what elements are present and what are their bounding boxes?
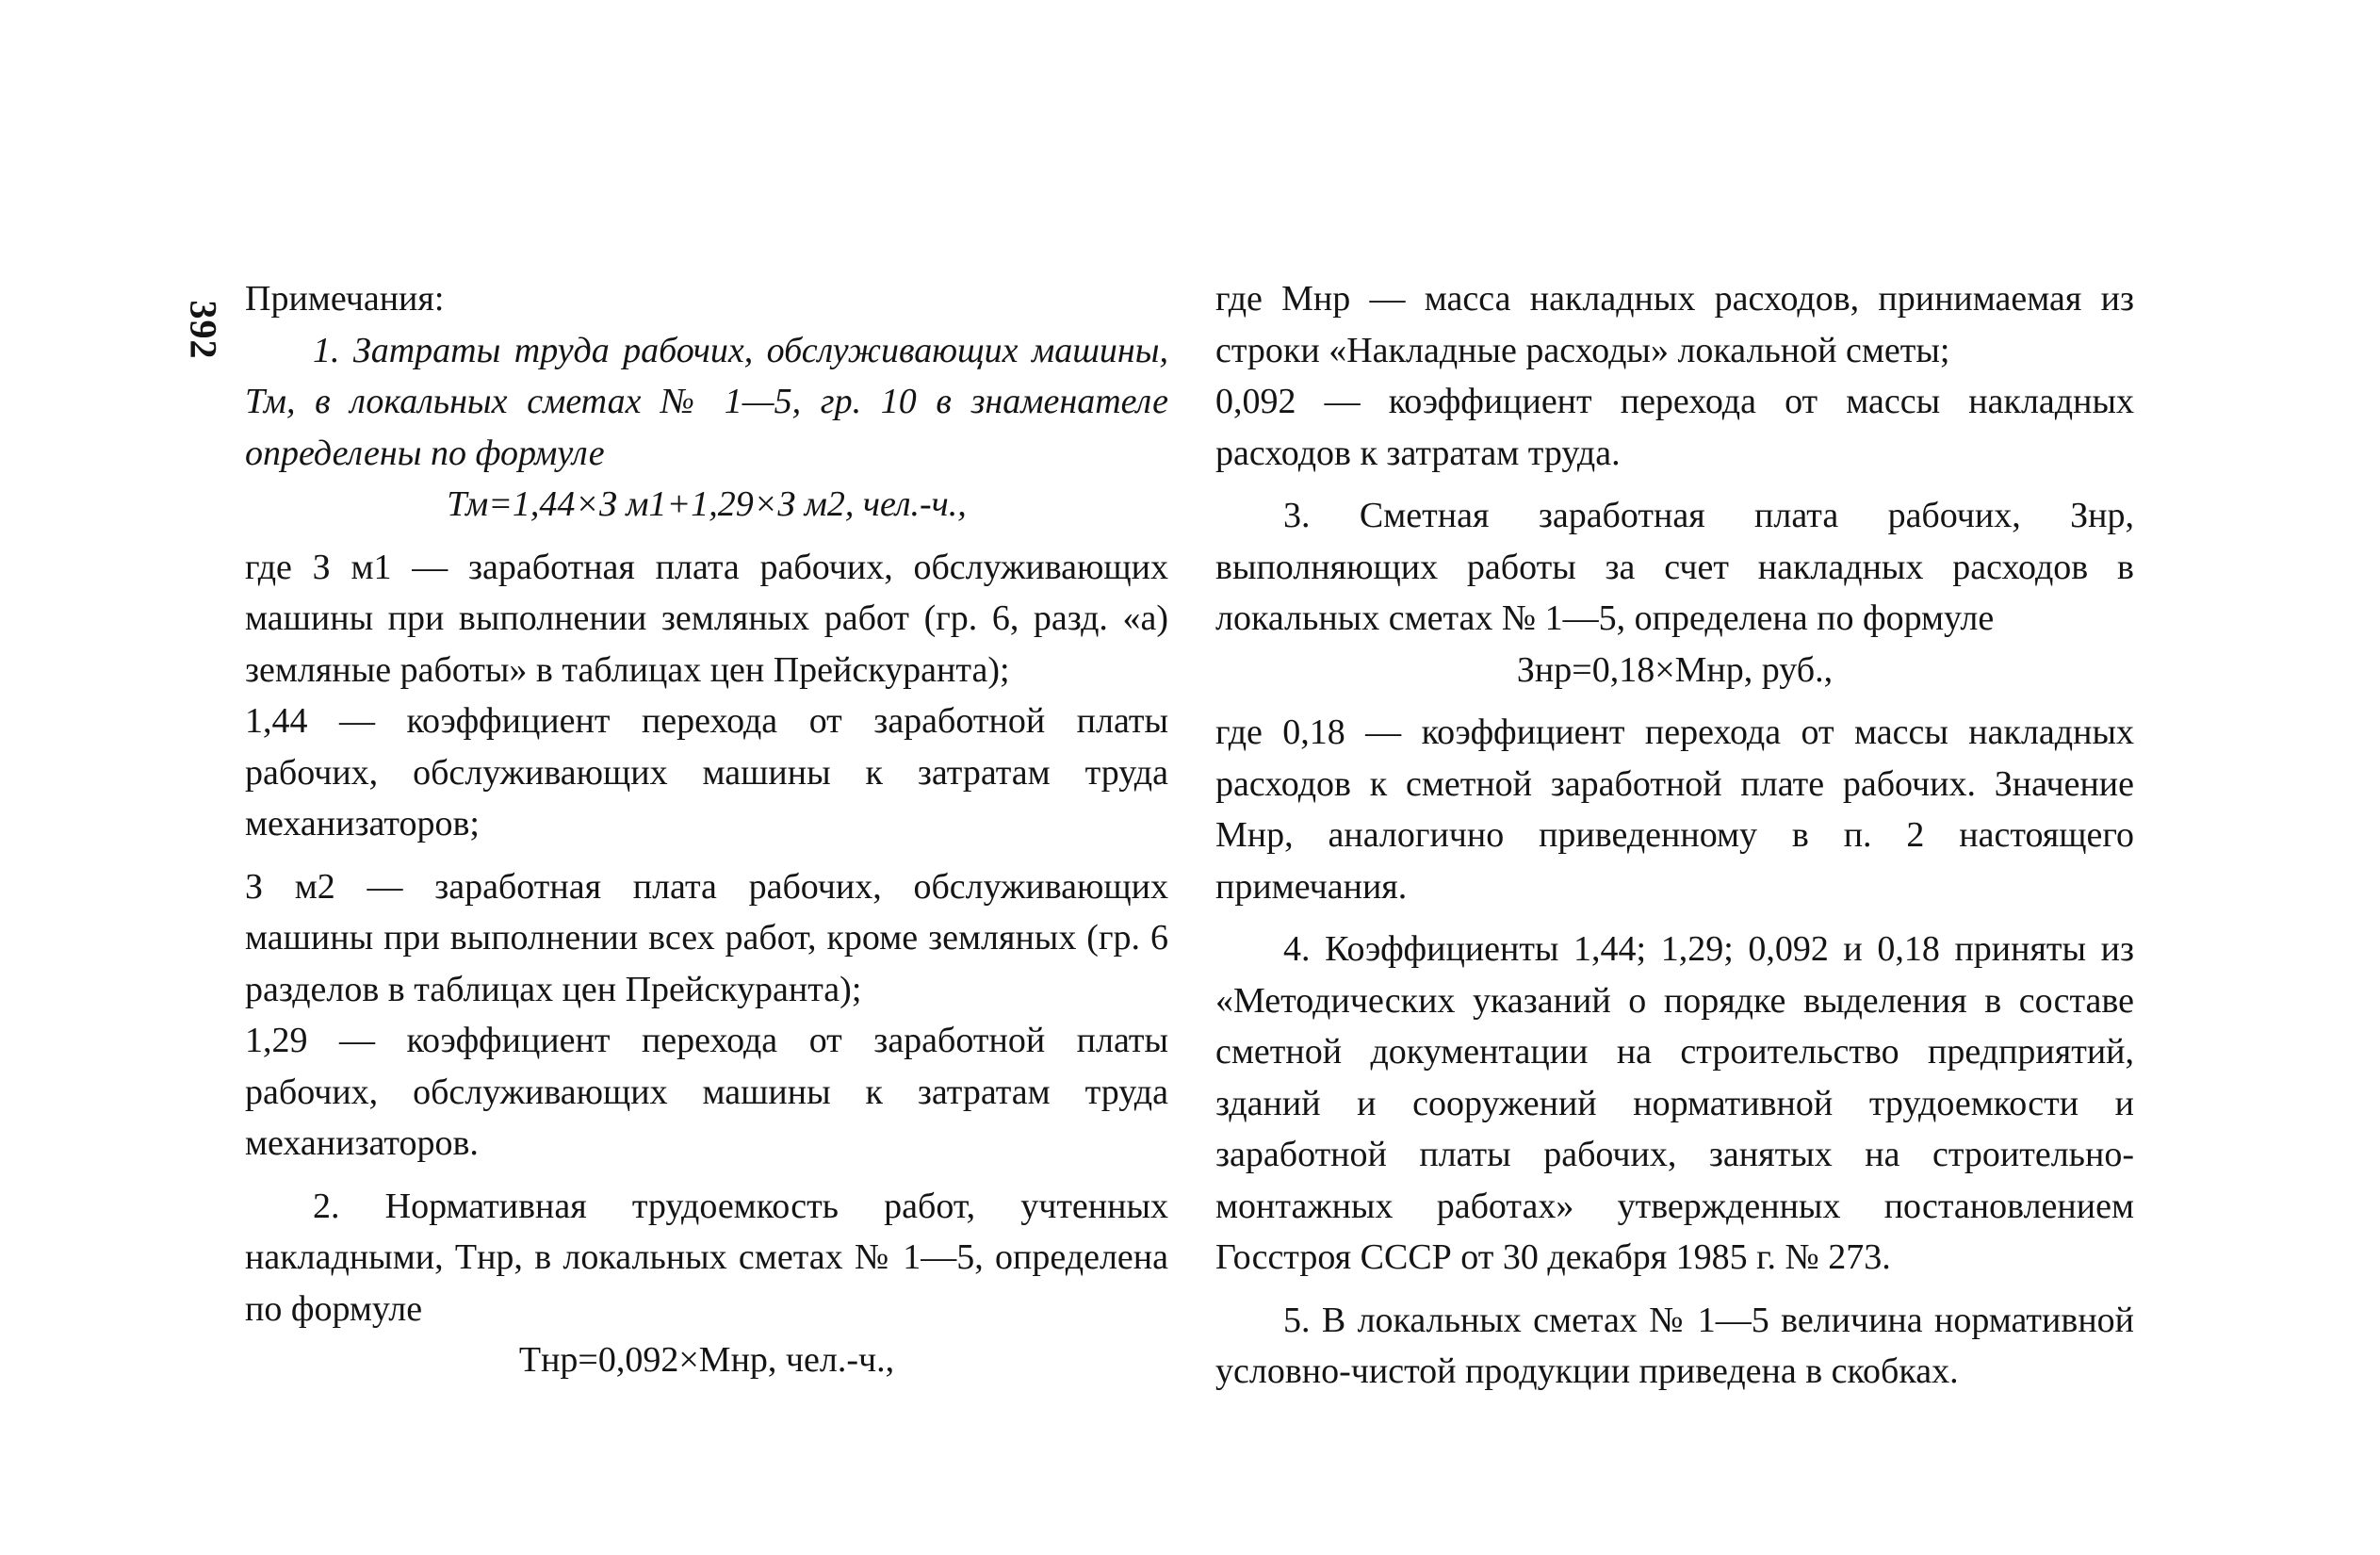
left-column <box>245 273 1168 1394</box>
note-3-intro: 3. Сметная заработная плата рабочих, Знр, выполняющих работы за счет накладных расходов в локальных сметах № 1—5, определена по формуле <box>1215 496 2134 638</box>
definition-coef-1-44: 1,44 — коэффициент перехода от заработной платы рабочих, обслуживающих машины к затратам труда механизаторов; <box>245 701 1168 843</box>
formula-3: Знр=0,18×Мнр, руб., <box>1516 649 1834 690</box>
definition-coef-0-18: где 0,18 — коэффициент перехода от массы накладных расходов к сметной заработной плате рабочих. Значение Мнр, аналогично приведенному в п. 2 настоящего примечания. <box>1215 712 2134 907</box>
definition-mnr: где Мнр — масса накладных расходов, принимаемая из строки «Накладные расходы» локальной сметы; <box>1215 279 2134 370</box>
notes-heading: Примечания: <box>245 279 445 319</box>
right-column <box>1215 273 2134 1398</box>
definition-coef-1-29: 1,29 — коэффициент перехода от заработной платы рабочих, обслуживающих машины к затратам труда механизаторов. <box>245 1021 1168 1163</box>
definition-coef-0-092: 0,092 — коэффициент перехода от массы накладных расходов к затратам труда. <box>1215 382 2134 473</box>
definition-zm1: где З м1 — заработная плата рабочих, обслуживающих машины при выполнении земляных работ (гр. 6, разд. «а) земляные работы» в таблицах цен Прейскуранта); <box>245 547 1168 690</box>
note-4: 4. Коэффициенты 1,44; 1,29; 0,092 и 0,18 приняты из «Методических указаний о порядке выделения в составе сметной документации на строительство предприятий, зданий и сооружений нормативной трудоемкости и заработной платы рабочих, занятых на строительно-монтажных работах» утвержденных постановлением Госстроя СССР от 30 декабря 1985 г. № 273. <box>1215 929 2134 1277</box>
note-2-intro: 2. Нормативная трудоемкость работ, учтенных накладными, Тнр, в локальных сметах № 1—5, определена по формуле <box>245 1186 1168 1329</box>
definition-zm2: З м2 — заработная плата рабочих, обслуживающих машины при выполнении всех работ, кроме земляных (гр. 6 разделов в таблицах цен Прейскуранта); <box>245 866 1168 1009</box>
page-number: 392 <box>182 300 225 360</box>
note-5: 5. В локальных сметах № 1—5 величина нормативной условно-чистой продукции приведена в скобках. <box>1215 1300 2134 1391</box>
formula-1: Тм=1,44×З м1+1,29×З м2, чел.-ч., <box>447 484 967 524</box>
formula-2: Тнр=0,092×Мнр, чел.-ч., <box>518 1340 895 1380</box>
note-1-intro: 1. Затраты труда рабочих, обслуживающих машины, Тм, в локальных сметах № 1—5, гр. 10 в знаменателе определены по формуле <box>245 330 1168 473</box>
